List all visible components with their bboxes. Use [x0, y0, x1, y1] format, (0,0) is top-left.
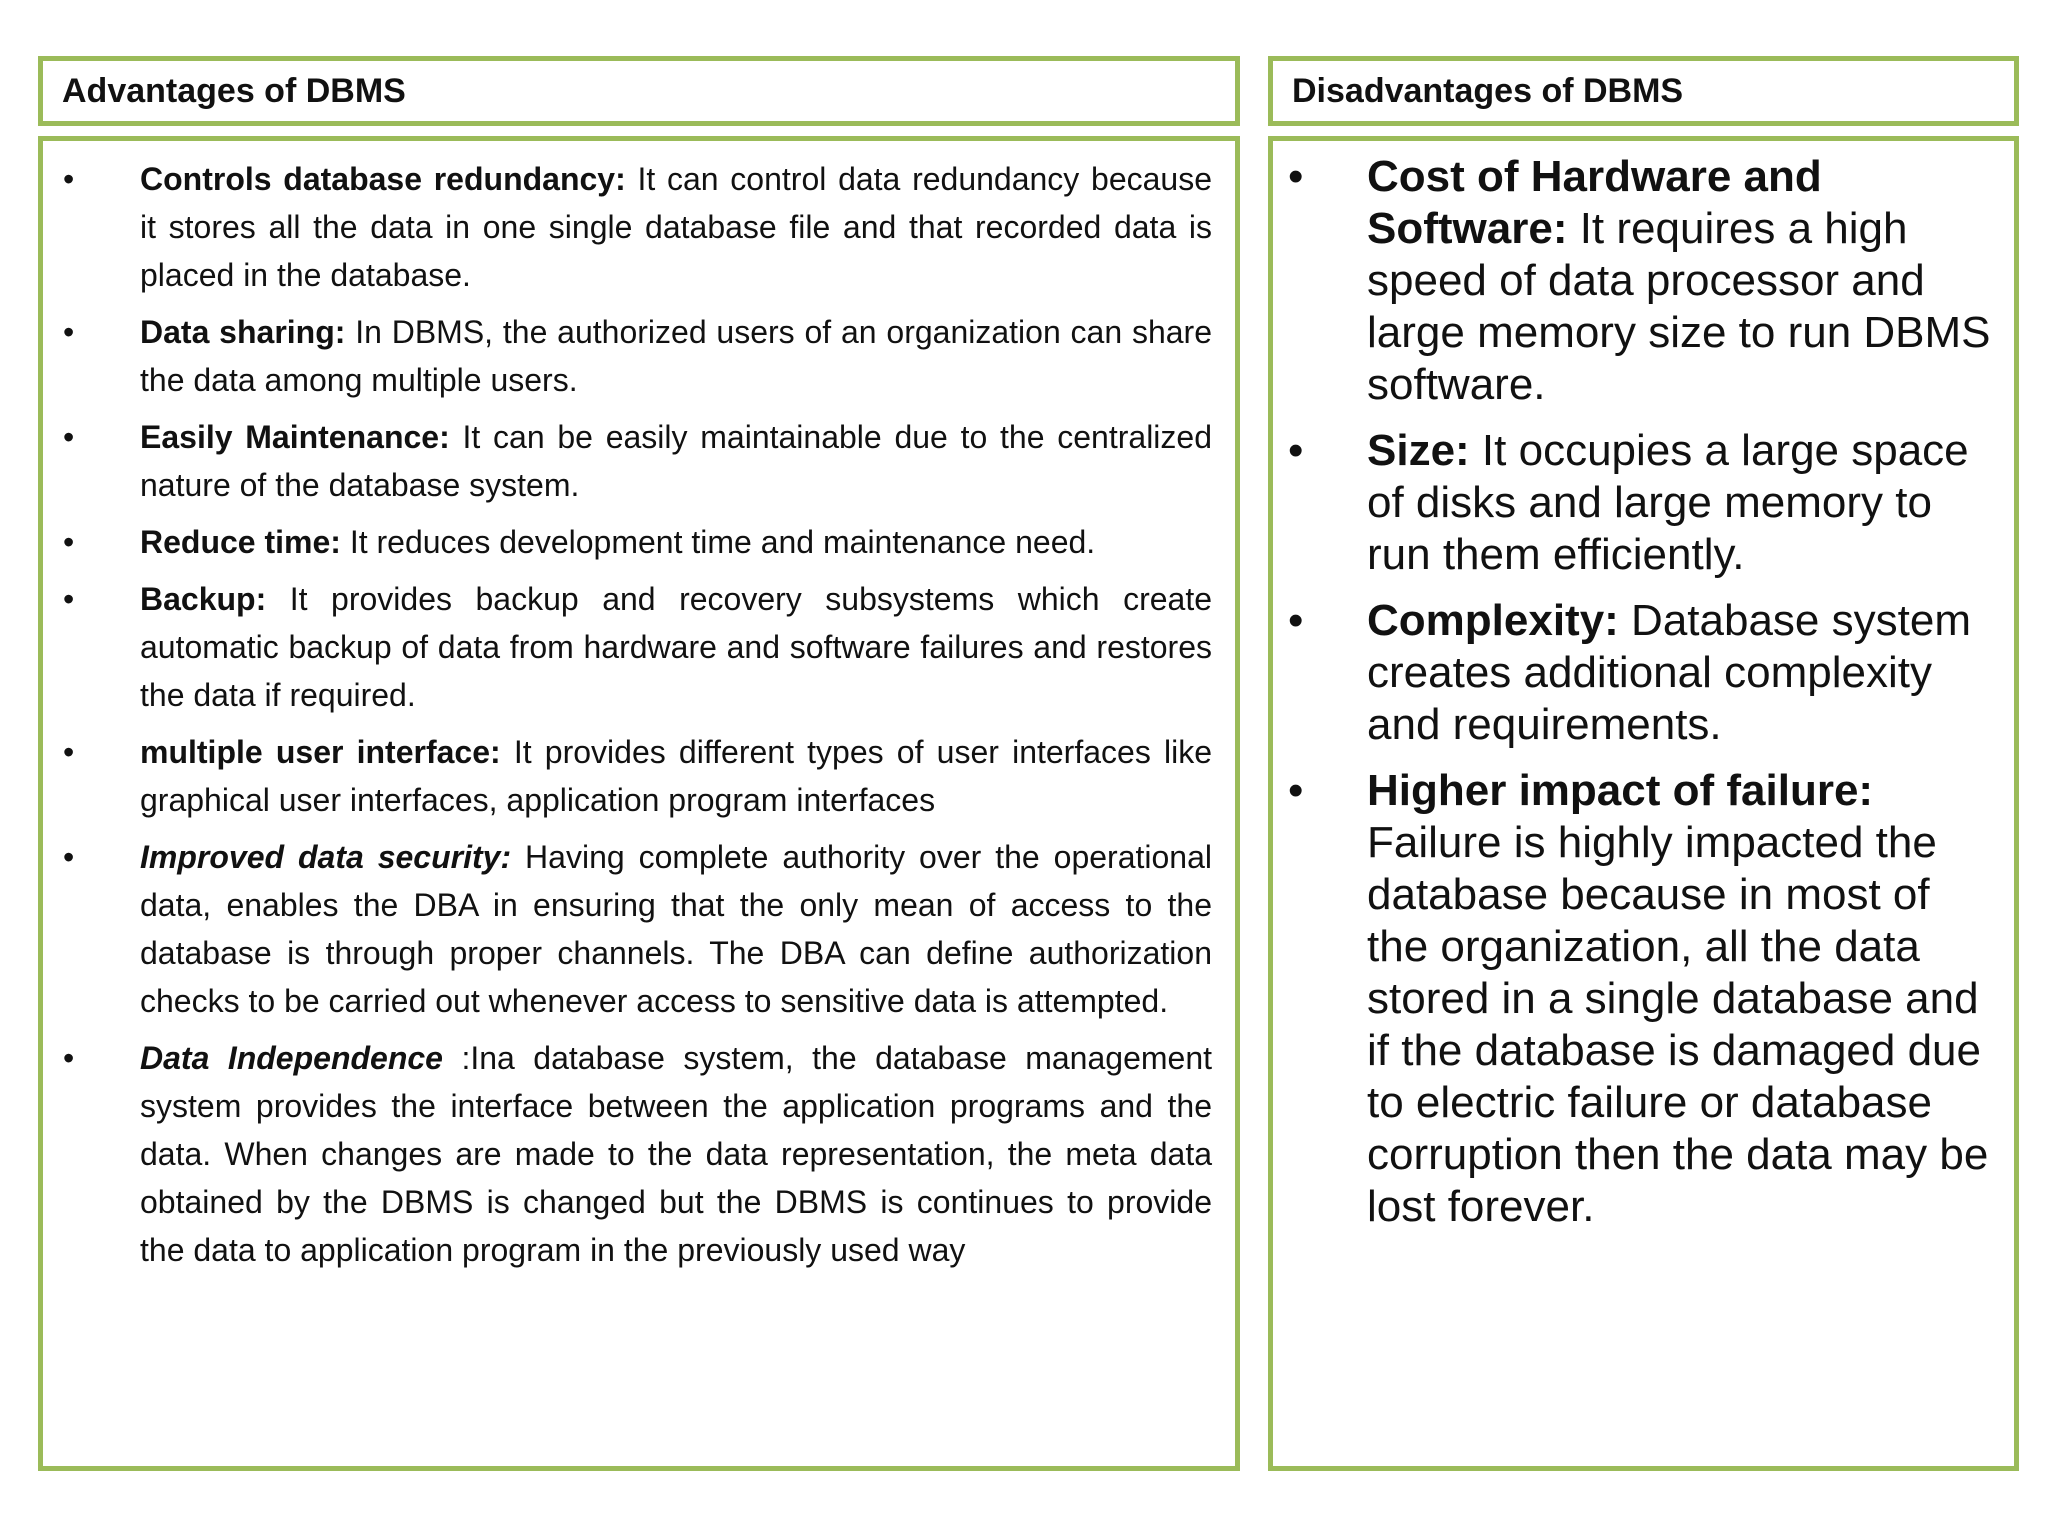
disadvantage-item-cost: [1367, 151, 1996, 411]
disadvantage-item-failure: [1367, 765, 1996, 1233]
disadvantages-panel: [1268, 136, 2019, 1471]
advantage-text: It can control data redundancy because it stores all the data in one single database file and that recorded data is placed in the database.: [140, 161, 1213, 293]
disadvantages-header: [1268, 56, 2019, 126]
advantage-term: Data Independence: [140, 1040, 443, 1076]
advantage-text: Having complete authority over the operational data, enables the DBA in ensuring that the only mean of access to the database is through proper channels. The DBA can define authorization checks to be carried out whenever access to sensitive data is attempted.: [140, 839, 1213, 1019]
advantage-item-redundancy: [140, 155, 1212, 299]
advantage-item-backup: [140, 575, 1212, 719]
disadvantage-term: Complexity:: [1367, 596, 1619, 645]
advantages-header: [38, 56, 1240, 126]
advantages-panel: [38, 136, 1240, 1471]
advantage-term: Backup:: [140, 581, 267, 617]
advantage-text: In DBMS, the authorized users of an organization can share the data among multiple users.: [140, 314, 1212, 398]
advantage-item-time: [140, 518, 1212, 566]
disadvantage-text: Failure is highly impacted the database because in most of the organization, all the data stored in a single database and if the database is damaged due to electric failure or database corruption then the data may be lost forever.: [1367, 818, 1989, 1231]
advantage-text: It provides different types of user interfaces like graphical user interfaces, application program interfaces: [140, 734, 1213, 818]
advantage-term: Improved data security:: [140, 839, 512, 875]
disadvantage-text: It occupies a large space of disks and large memory to run them efficiently.: [1367, 426, 1969, 579]
advantage-term: Controls database redundancy:: [140, 161, 626, 197]
advantage-item-security: [140, 833, 1212, 1025]
disadvantage-text: It requires a high speed of data processor and large memory size to run DBMS software.: [1367, 204, 1991, 409]
advantage-term: Easily Maintenance:: [140, 419, 450, 455]
advantage-text: It can be easily maintainable due to the centralized nature of the database system.: [140, 419, 1213, 503]
disadvantage-term: Higher impact of failure:: [1367, 766, 1874, 815]
advantage-term: Reduce time:: [140, 524, 341, 560]
disadvantage-item-size: [1367, 425, 1996, 581]
disadvantages-list: [1273, 141, 2014, 1233]
advantages-list: [43, 141, 1235, 1274]
disadvantage-text: Database system creates additional complexity and requirements.: [1367, 596, 1971, 749]
advantage-text: It provides backup and recovery subsystems which create automatic backup of data from hardware and software failures and restores the data if required.: [140, 581, 1212, 713]
advantage-term: Data sharing:: [140, 314, 346, 350]
advantage-text: :Ina database system, the database management system provides the interface between the application programs and the data. When changes are made to the data representation, the meta data obtained by the DBMS is changed but the DBMS is continues to provide the data to application program in the previously used way: [140, 1040, 1213, 1268]
disadvantages-heading: Disadvantages of DBMS: [1292, 71, 1684, 110]
advantage-text: It reduces development time and maintenance need.: [340, 524, 1096, 560]
advantages-heading: Advantages of DBMS: [62, 71, 406, 110]
disadvantage-item-complexity: [1367, 595, 1996, 751]
advantage-item-interface: [140, 728, 1212, 824]
disadvantage-term: Cost of Hardware and Software:: [1367, 152, 1822, 253]
advantage-item-maintenance: [140, 413, 1212, 509]
advantage-term: multiple user interface:: [140, 734, 501, 770]
advantage-item-independence: [140, 1034, 1212, 1274]
advantage-item-sharing: [140, 308, 1212, 404]
disadvantage-term: Size:: [1367, 426, 1470, 475]
